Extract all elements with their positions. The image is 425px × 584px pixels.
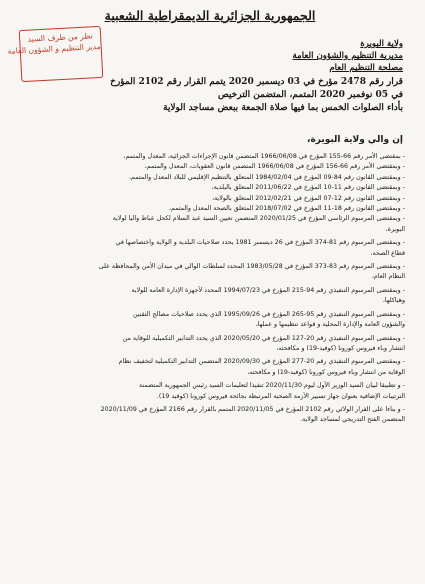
decision-title <box>43 76 403 115</box>
preamble-line: الوقاية من انتشار وباء فيروس كورونا (كوفيد-19) و مكافحته، <box>247 368 405 376</box>
preamble-line: البويرة، <box>385 225 405 233</box>
preamble-line: - وبمقتضى القانون رقم 84-09 المؤرخ في 1984/02/04 المتعلق بالتنظيم الإقليمي للبلاد المعدل والمتمم، <box>17 173 405 183</box>
preamble-list <box>17 152 405 426</box>
preamble-line: - وبمقتضى القانون رقم 18-11 المؤرخ في 2018/07/02 المتعلق بالصحة المعدل والمتمم، <box>17 204 405 214</box>
salutation: إن والي ولاية البويرة، <box>307 135 403 145</box>
preamble-line: وهياكلها، <box>382 297 405 305</box>
issuer-directorate: مديرية التنظيم والشؤون العامة <box>292 51 403 61</box>
preamble-line: - وبمقتضى المرسوم الرئاسي المؤرخ في 2020/01/25 المتضمن تعيين السيد عبد السلام لكحل عباط واليا لولاية <box>17 214 405 224</box>
decision-line-2: في 05 نوفمبر 2020 المتمم، المتضمن الترخيص <box>217 90 403 100</box>
preamble-line: - بمقتضى الأمر رقم 66-155 المؤرخ في 1966/06/08 المتضمن قانون الإجراءات الجزائية، المعدل والمتمم، <box>17 152 405 162</box>
preamble-line: - وبمقتضى المرسوم التنفيذي رقم 95-265 المؤرخ في 1995/09/26 الذي يحدد صلاحيات مصالح التقنين <box>17 310 405 320</box>
decision-line-3: بأداء الصلوات الخمس بما فيها صلاة الجمعة ببعض مساجد الولاية <box>163 103 403 113</box>
preamble-line: المتضمن الفتح التدريجي لمساجد الولاية. <box>300 416 405 424</box>
preamble-line: والشؤون العامة والإدارة المحلية و قواعد تنظيمها و عملها، <box>255 321 405 329</box>
issuer-service: مصلحة التنظيم العام <box>329 63 403 73</box>
preamble-line: - و بناءا على القرار الولائي رقم 2102 المؤرخ في 2020/11/05 المتمم بالقرار رقم 2166 المؤرخ في 2020/11/09 <box>17 405 405 415</box>
preamble-line: - وبمقتضى المرسوم رقم 83-373 المؤرخ في 1983/05/28 المحدد لسلطات الوالي في ميدان الأمن والمحافظة على <box>17 262 405 272</box>
preamble-line: - وبمقتضى القانون رقم 12-07 المؤرخ في 2012/02/21 المتعلق بالولاية، <box>17 194 405 204</box>
preamble-line: انتشار وباء فيروس كورونا (كوفيد-19) و مكافحته، <box>276 344 405 352</box>
preamble-line: قطاع الصحة، <box>370 249 405 257</box>
preamble-line: - و تطبيقا لبيان السيد الوزير الأول ليوم 2020/11/30 تنفيذا لتعليمات السيد رئيس الجمهورية المتضمنة <box>17 381 405 391</box>
preamble-line: - وبمقتضى المرسوم رقم 81-374 المؤرخ في 26 ديسمبر 1981 يحدد صلاحيات البلدية و الولاية واختصاصها في <box>17 238 405 248</box>
preamble-line: - وبمقتضى المرسوم التنفيذي رقم 20-277 المؤرخ في 2020/09/30 المتضمن التدابير التكميلية لتخفيف نظام <box>17 357 405 367</box>
preamble-line: - وبمقتضى المرسوم التنفيذي رقم 94-215 المؤرخ في 1994/07/23 المحدد لأجهزة الإدارة العامة للولاية <box>17 286 405 296</box>
stamp-line-1: نظر من طرف السيد <box>27 31 93 44</box>
stamp-line-2: مدير التنظيم و الشؤون العامة <box>7 41 101 56</box>
preamble-line: - وبمقتضى القانون رقم 11-10 المؤرخ في 2011/06/22 المتعلق بالبلدية، <box>17 183 405 193</box>
preamble-line: - وبمقتضى المرسوم التنفيذي رقم 20-127 المؤرخ في 2020/05/20 الذي يحدد التدابير التكميلية للوقاية من <box>17 334 405 344</box>
preamble-line: الترتيبات الإضافية بعنوان جهاز تسيير الأزمة الصحية المرتبطة بجائحة فيروس كورونا (كوفيد 19). <box>156 392 405 400</box>
decision-line-1: قرار رقم 2478 مؤرخ في 03 ديسمبر 2020 يتمم القرار رقم 2102 المؤرخ <box>110 77 403 87</box>
received-stamp <box>7 26 104 82</box>
state-title: الجمهورية الجزائرية الديمقراطية الشعبية <box>104 8 316 23</box>
issuer-wilaya: ولاية البويرة <box>360 39 403 49</box>
preamble-line: - وبمقتضى الأمر رقم 66-156 المؤرخ في 1966/06/08 المتضمن قانون العقوبات، المعدل والمتمم، <box>17 162 405 172</box>
issuer-block <box>253 38 403 74</box>
preamble-line: النظام العام، <box>371 273 405 281</box>
